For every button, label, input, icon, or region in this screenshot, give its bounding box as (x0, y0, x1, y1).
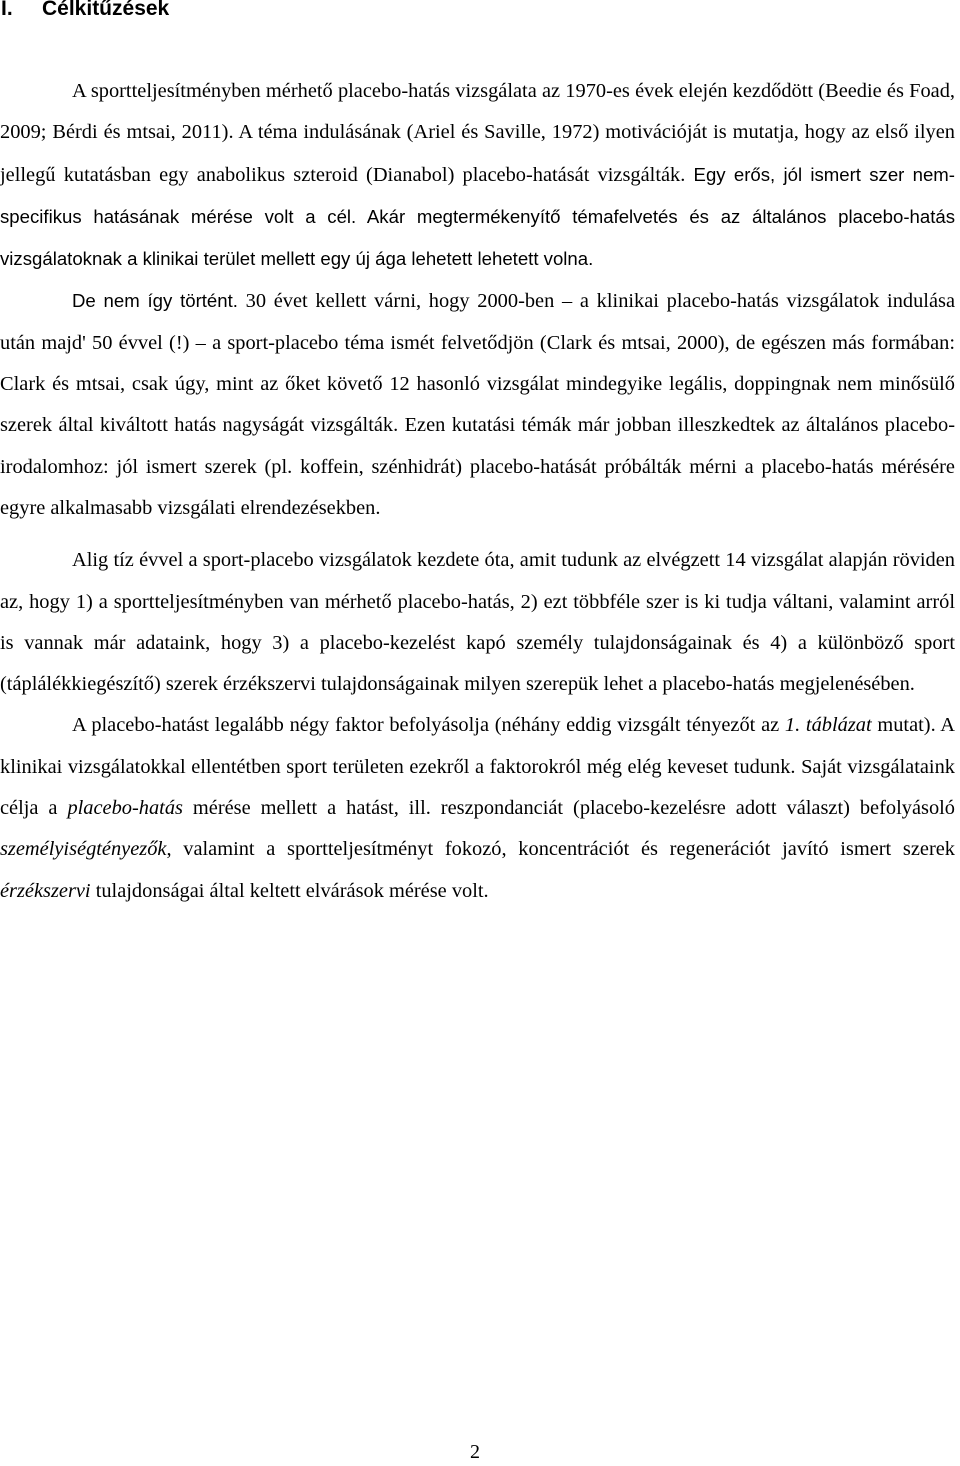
emphasis-placebo-hatas: placebo-hatás (67, 797, 183, 820)
paragraph-4-text-d: , valamint a sportteljesítményt fokozó, koncentrációt és regenerációt javító ismert szerek (166, 838, 955, 861)
paragraph-1-sans-text: Egy erős, jól ismert szer nem-specifikus hatásának mérése volt a cél. Akár megtermékenyítő témafelvetés és az általános placebo-hatás vizsgálatoknak a klinikai terület mellett egy új ága lehetett lehetett volna. (0, 163, 955, 270)
paragraph-4-text-c: mérése mellett a hatást, ill. reszpondanciát (placebo-kezelésre adott választ) befolyásoló (182, 797, 955, 820)
table-reference: 1. táblázat (784, 714, 872, 737)
paragraph-2-text: 30 évet kellett várni, hogy 2000-ben – a klinikai placebo-hatás vizsgálatok indulása után majd' 50 évvel (!) – a sport-placebo téma ismét felvetődjön (Clark és mtsai, 2000), de egészen más formában: Clark és mtsai, csak úgy, mint az őket követő 12 hasonló vizsgálat mindegyike legális, doppingnak nem minősülő szerek által kiváltott hatás nagyságát vizsgálták. Ezen kutatási témák már jobban illeszkedtek az általános placebo-irodalomhoz: jól ismert szerek (pl. koffein, szénhidrát) placebo-hatását próbálták mérni a placebo-hatás mérésére egyre alkalmasabb vizsgálati elrendezésekben. (0, 290, 955, 519)
paragraph-3 (0, 540, 955, 705)
paragraph-4-text-a: A placebo-hatást legalább négy faktor befolyásolja (néhány eddig vizsgált tényezőt az (72, 714, 785, 737)
page-number: 2 (470, 1441, 480, 1463)
section-number: I. (1, 0, 13, 20)
paragraph-2 (0, 280, 955, 529)
paragraph-1 (0, 71, 955, 280)
paragraph-4-text-b: mutat). A klinikai vizsgálatokkal ellentétben sport területen ezekről a faktorokról még elég keveset tudunk. Saját vizsgálataink célja a (0, 714, 955, 820)
paragraph-2-lead: De nem így történt. (72, 290, 238, 312)
paragraph-1-text: A sportteljesítményben mérhető placebo-hatás vizsgálata az 1970-es évek elején kezdődött (Beedie és Foad, 2009; Bérdi és mtsai, 2011). A téma indulásának (Ariel és Saville, 1972) motivációját is mutatja, hogy az első ilyen jellegű kutatásban egy anabolikus szteroid (Dianabol) placebo-hatását vizsgálták. (0, 80, 955, 186)
paragraph-3-text: Alig tíz évvel a sport-placebo vizsgálatok kezdete óta, amit tudunk az elvégzett 14 vizsgálat alapján röviden az, hogy 1) a sportteljesítményben van mérhető placebo-hatás, 2) ezt többféle szer is ki tudja váltani, valamint arról is vannak már adataink, hogy 3) a placebo-kezelést kapó személy tulajdonságainak és 4) a különböző sport (táplálékkiegészítő) szerek érzékszervi tulajdonságainak milyen szerepük lehet a placebo-hatás megjelenésében. (0, 549, 955, 696)
body-text (0, 71, 955, 912)
paragraph-4 (0, 705, 955, 911)
section-title: Célkitűzések (42, 0, 170, 20)
emphasis-erzekszervi: érzékszervi (0, 879, 91, 902)
emphasis-szemelyisegtenyezok: személyiségtényezők (0, 838, 167, 861)
section-heading (1, 0, 169, 24)
paragraph-4-text-e: tulajdonságai által keltett elvárások mérése volt. (90, 879, 489, 902)
